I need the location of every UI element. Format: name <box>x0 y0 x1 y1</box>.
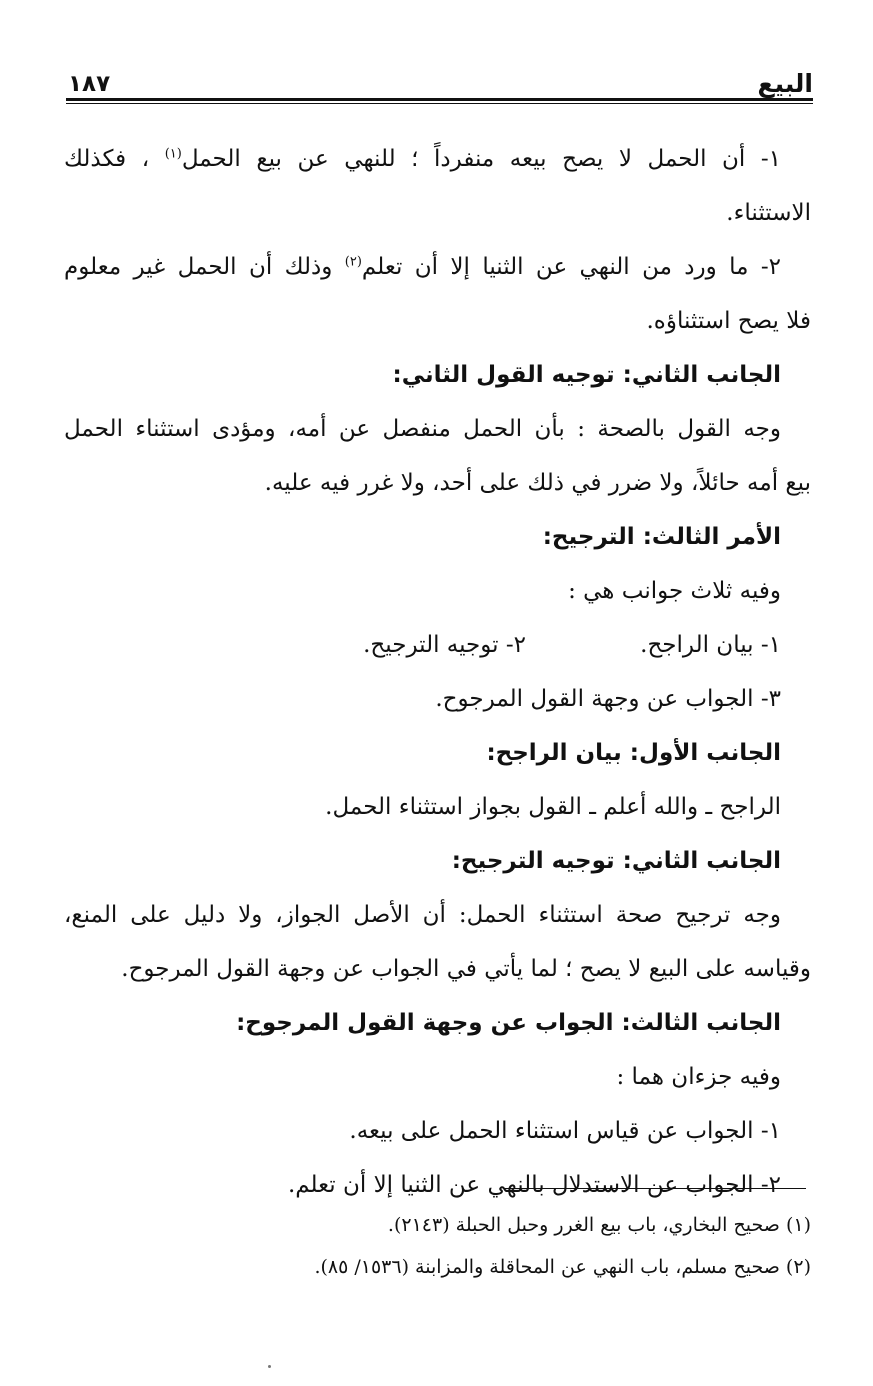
section-heading: الجانب الثالث: الجواب عن وجهة القول المرجوح: <box>236 1010 781 1036</box>
paragraph-line: الاستثناء. <box>726 200 811 226</box>
running-title: البيع <box>757 69 813 98</box>
paragraph-line: وجه القول بالصحة : بأن الحمل منفصل عن أمه، ومؤدى استثناء الحمل <box>64 416 781 442</box>
paragraph-line: ١- أن الحمل لا يصح بيعه منفرداً ؛ للنهي عن بيع الحمل$^{(١)}$ ، فكذلك <box>64 146 781 172</box>
paragraph-line: فلا يصح استثناؤه. <box>646 308 811 334</box>
paragraph-line: بيع أمه حائلاً، ولا ضرر في ذلك على أحد، ولا غرر فيه عليه. <box>264 470 811 496</box>
list-item: ١- الجواب عن قياس استثناء الحمل على بيعه. <box>349 1118 781 1144</box>
list-row <box>64 618 811 672</box>
footnote: (١) صحيح البخاري، باب بيع الغرر وحبل الحبلة (٢١٤٣). <box>387 1214 811 1236</box>
section-heading: الجانب الأول: بيان الراجح: <box>486 740 781 766</box>
paragraph-line: وفيه ثلاث جوانب هي : <box>568 578 781 604</box>
paragraph-line: وقياسه على البيع لا يصح ؛ لما يأتي في الجواب عن وجهة القول المرجوح. <box>121 956 811 982</box>
section-heading: الأمر الثالث: الترجيح: <box>542 524 781 550</box>
list-item: ٢- الجواب عن الاستدلال بالنهي عن الثنيا إلا أن تعلم. <box>287 1172 781 1198</box>
main-text <box>64 132 811 1212</box>
footnote-separator <box>504 1188 806 1189</box>
scan-speck <box>268 1365 271 1368</box>
footnote: (٢) صحيح مسلم، باب النهي عن المحاقلة والمزابنة (١٥٣٦/ ٨٥). <box>314 1256 811 1278</box>
list-item: ١- بيان الراجح. <box>640 632 781 658</box>
paragraph-line: وجه ترجيح صحة استثناء الحمل: أن الأصل الجواز، ولا دليل على المنع، <box>64 902 781 928</box>
footnote-ref: (٢) <box>344 254 362 270</box>
paragraph-line: الراجح ـ والله أعلم ـ القول بجواز استثناء الحمل. <box>325 794 781 820</box>
footnote-ref: (١) <box>164 146 182 162</box>
footnotes <box>64 1204 811 1288</box>
paragraph-line: وفيه جزءان هما : <box>616 1064 781 1090</box>
page-number: ١٨٧ <box>68 71 111 97</box>
header-rule <box>66 98 813 104</box>
paragraph-line: ٢- ما ورد من النهي عن الثنيا إلا أن تعلم$^{(٢)}$ وذلك أن الحمل غير معلوم <box>64 254 781 280</box>
section-heading: الجانب الثاني: توجيه القول الثاني: <box>392 362 781 388</box>
list-item: ٢- توجيه الترجيح. <box>363 632 526 658</box>
list-item: ٣- الجواب عن وجهة القول المرجوح. <box>435 686 781 712</box>
page-header <box>68 62 813 96</box>
section-heading: الجانب الثاني: توجيه الترجيح: <box>451 848 781 874</box>
